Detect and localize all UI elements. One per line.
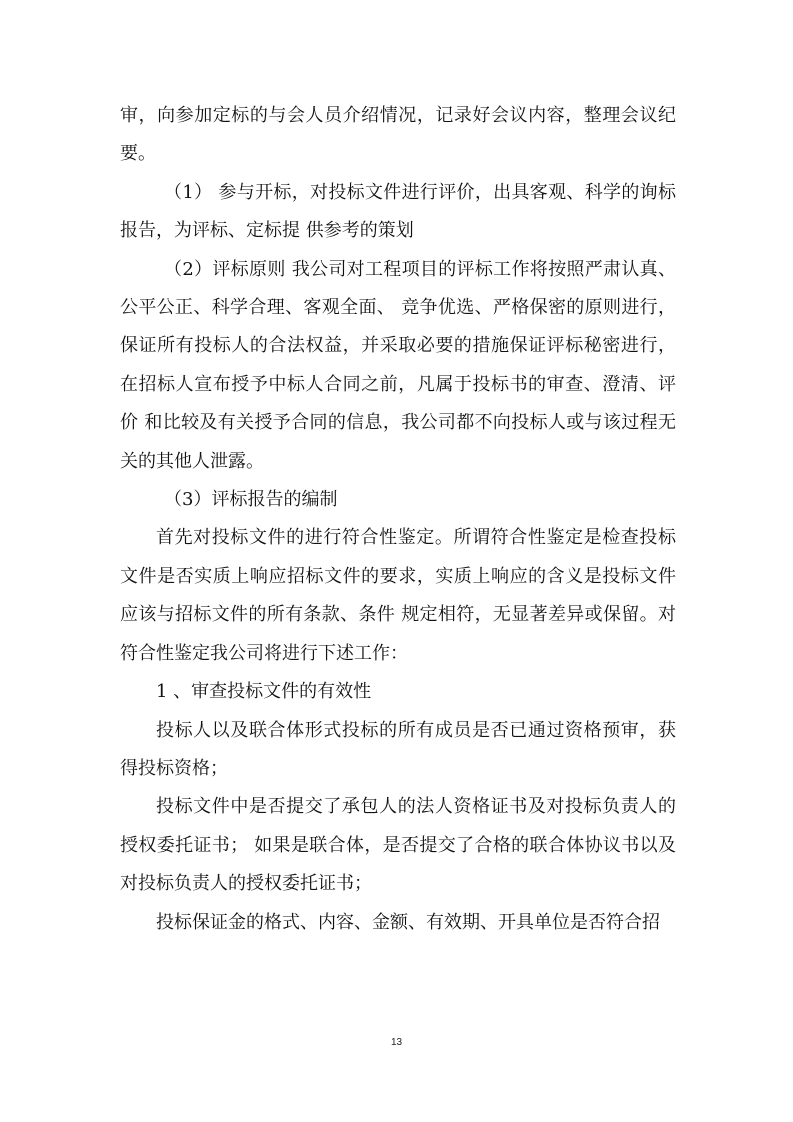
page-number: 13 bbox=[390, 1037, 403, 1048]
paragraph-item-2: （2）评标原则 我公司对工程项目的评标工作将按照严肃认真、公平公正、科学合理、客观全面、 竞争优选、严格保密的原则进行，保证所有投标人的合法权益，并采取必要的措施保证评标秘密进行，在招标人宣布授予中标人合同之前，凡属于投标书的审查、澄清、评价 和比较及有关授予合同的信息，我公司都不向投标人或与该过程无关的其他人泄露。 bbox=[120, 258, 676, 472]
paragraph-meeting-minutes: 审，向参加定标的与会人员介绍情况，记录好会议内容，整理会议纪要。 bbox=[120, 105, 676, 165]
paragraph-item-1: （1） 参与开标，对投标文件进行评价，出具客观、科学的询标报告，为评标、定标提 供参考的策划 bbox=[120, 181, 676, 242]
paragraph-authorization: 投标文件中是否提交了承包人的法人资格证书及对投标负责人的授权委托证书； 如果是联合体，是否提交了合格的联合体协议书以及对投标负责人的授权委托证书； bbox=[120, 796, 676, 895]
body-text bbox=[120, 97, 676, 942]
paragraph-item-3: （3）评标报告的编制 bbox=[164, 489, 338, 511]
section-heading-validity: 1 、审查投标文件的有效性 bbox=[156, 681, 372, 703]
paragraph-qualification: 投标人以及联合体形式投标的所有成员是否已通过资格预审，获得投标资格； bbox=[120, 719, 676, 779]
paragraph-conformity: 首先对投标文件的进行符合性鉴定。所谓符合性鉴定是检查投标文件是否实质上响应招标文件的要求，实质上响应的含义是投标文件应该与招标文件的所有条款、条件 规定相符，无显著差异或保留。对符合性鉴定我公司将进行下述工作： bbox=[120, 527, 676, 664]
paragraph-bond: 投标保证金的格式、内容、金额、有效期、开具单位是否符合招 bbox=[156, 911, 660, 933]
